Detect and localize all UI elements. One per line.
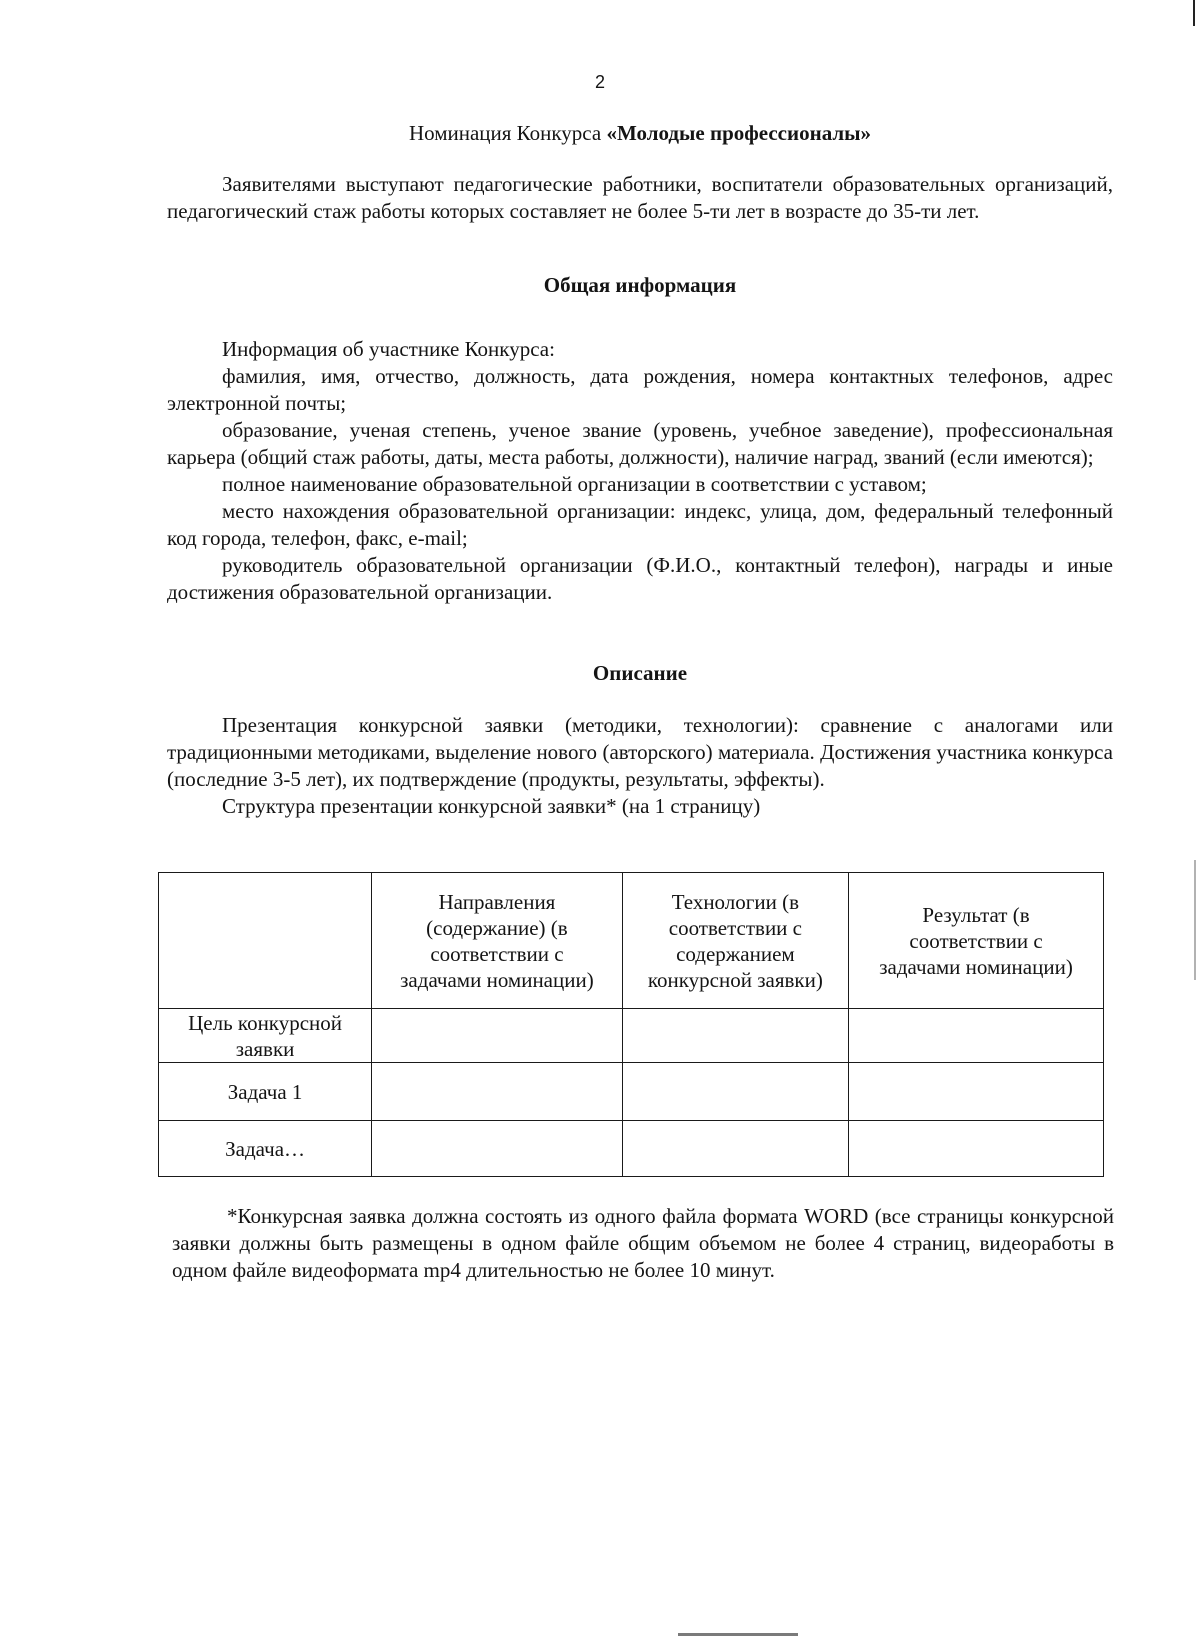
- general-info-lead: Информация об участнике Конкурса:: [222, 337, 555, 361]
- table-header-cell: Направления (содержание) (в соответствии с задачами номинации): [372, 873, 623, 1009]
- scan-edge-mark: [1194, 860, 1196, 980]
- table-header-cell: Результат (в соответствии с задачами номинации): [849, 873, 1104, 1009]
- table-row: [159, 1121, 1104, 1177]
- table-row-label: Цель конкурсной заявки: [159, 1009, 372, 1063]
- general-info-item: руководитель образовательной организации (Ф.И.О., контактный телефон), награды и иные достижения образовательной организации.: [167, 553, 1113, 604]
- table-row: [159, 1009, 1104, 1063]
- description-paragraph: Презентация конкурсной заявки (методики, технологии): сравнение с аналогами или традиционными методиками, выделение нового (авторского) материала. Достижения участника конкурса (последние 3-5 лет), их подтверждение (продукты, результаты, эффекты).: [167, 713, 1113, 791]
- table-header-cell: [159, 873, 372, 1009]
- scan-edge-mark: [678, 1633, 798, 1636]
- table-row-label: Задача 1: [159, 1063, 372, 1121]
- general-info-item: место нахождения образовательной организации: индекс, улица, дом, федеральный телефонный код города, телефон, факс, e-mail;: [167, 499, 1113, 550]
- table-header-cell: Технологии (в соответствии с содержанием конкурсной заявки): [622, 873, 848, 1009]
- table-cell: [622, 1121, 848, 1177]
- table-cell: [372, 1121, 623, 1177]
- general-info-heading: Общая информация: [543, 273, 737, 297]
- table-cell: [372, 1009, 623, 1063]
- general-info-section: [167, 336, 1113, 606]
- intro-paragraph: Заявителями выступают педагогические работники, воспитатели образовательных организаций, педагогический стаж работы которых составляет не более 5-ти лет в возрасте до 35-ти лет.: [167, 172, 1113, 223]
- general-info-item: полное наименование образовательной организации в соответствии с уставом;: [222, 472, 927, 496]
- table-header-row: [159, 873, 1104, 1009]
- description-heading: Описание: [592, 661, 688, 685]
- table-row-label: Задача…: [159, 1121, 372, 1177]
- structure-line: Структура презентации конкурсной заявки* (на 1 страницу): [222, 794, 761, 818]
- general-info-item: образование, ученая степень, ученое звание (уровень, учебное заведение), профессиональная карьера (общий стаж работы, даты, места работы, должности), наличие наград, званий (если имеются);: [167, 418, 1113, 469]
- scan-edge-mark: [1193, 0, 1195, 26]
- nomination-name: «Молодые профессионалы»: [606, 121, 872, 145]
- table-cell: [372, 1063, 623, 1121]
- table-cell: [849, 1063, 1104, 1121]
- table-cell: [622, 1009, 848, 1063]
- table-cell: [622, 1063, 848, 1121]
- description-section: [167, 712, 1113, 820]
- nomination-prefix: Номинация Конкурса: [408, 121, 607, 145]
- table-cell: [849, 1009, 1104, 1063]
- nomination-title: [167, 120, 1113, 147]
- footnote: *Конкурсная заявка должна состоять из одного файла формата WORD (все страницы конкурсной заявки должны быть размещены в одном файле общим объемом не более 4 страниц, видеоработы в одном файле видеоформата mp4 длительностью не более 10 минут.: [172, 1204, 1114, 1282]
- page-number: 2: [594, 72, 605, 92]
- general-info-item: фамилия, имя, отчество, должность, дата рождения, номера контактных телефонов, адрес электронной почты;: [167, 364, 1113, 415]
- presentation-structure-table: [158, 872, 1104, 1177]
- table-cell: [849, 1121, 1104, 1177]
- table-row: [159, 1063, 1104, 1121]
